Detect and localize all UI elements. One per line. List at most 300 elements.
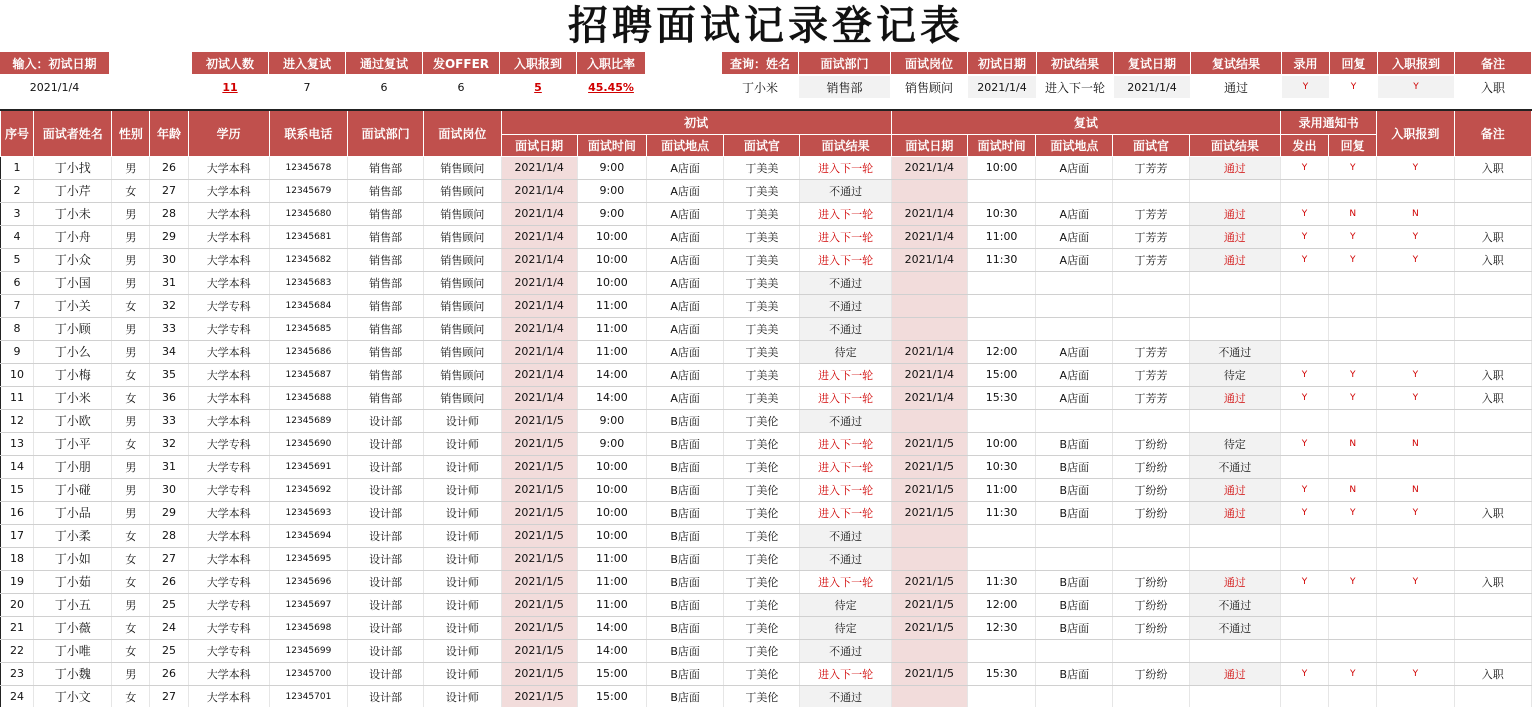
cell-first-location[interactable]: A店面 bbox=[646, 271, 723, 294]
cell-position[interactable]: 设计师 bbox=[424, 455, 501, 478]
cell-seq[interactable]: 14 bbox=[1, 455, 34, 478]
cell-gender[interactable]: 女 bbox=[112, 432, 150, 455]
cell-sent[interactable]: Y bbox=[1280, 202, 1328, 225]
cell-gender[interactable]: 男 bbox=[112, 409, 150, 432]
cell-onboard[interactable] bbox=[1377, 593, 1454, 616]
cell-phone[interactable]: 12345701 bbox=[269, 685, 347, 707]
cell-gender[interactable]: 女 bbox=[112, 547, 150, 570]
cell-name[interactable]: 丁小舟 bbox=[34, 225, 112, 248]
cell-age[interactable]: 24 bbox=[150, 616, 188, 639]
cell-seq[interactable]: 7 bbox=[1, 294, 34, 317]
cell-phone[interactable]: 12345679 bbox=[269, 179, 347, 202]
cell-first-result[interactable]: 不通过 bbox=[800, 524, 891, 547]
cell-second-interviewer[interactable]: 丁纷纷 bbox=[1113, 455, 1189, 478]
cell-second-interviewer[interactable]: 丁芳芳 bbox=[1113, 363, 1189, 386]
cell-first-interviewer[interactable]: 丁美伦 bbox=[724, 685, 800, 707]
cell-first-date[interactable]: 2021/1/5 bbox=[501, 524, 577, 547]
cell-first-date[interactable]: 2021/1/5 bbox=[501, 478, 577, 501]
cell-onboard[interactable] bbox=[1377, 409, 1454, 432]
cell-first-location[interactable]: A店面 bbox=[646, 202, 723, 225]
cell-first-interviewer[interactable]: 丁美美 bbox=[724, 271, 800, 294]
cell-note[interactable] bbox=[1454, 202, 1532, 225]
cell-dept[interactable]: 设计部 bbox=[348, 616, 424, 639]
cell-dept[interactable]: 销售部 bbox=[348, 225, 424, 248]
cell-age[interactable]: 27 bbox=[150, 685, 188, 707]
cell-first-interviewer[interactable]: 丁美伦 bbox=[724, 501, 800, 524]
cell-note[interactable]: 入职 bbox=[1454, 225, 1532, 248]
cell-second-time[interactable]: 10:30 bbox=[967, 455, 1035, 478]
cell-second-result[interactable]: 通过 bbox=[1189, 225, 1280, 248]
cell-position[interactable]: 销售顾问 bbox=[424, 202, 501, 225]
cell-sent[interactable] bbox=[1280, 547, 1328, 570]
cell-gender[interactable]: 女 bbox=[112, 294, 150, 317]
cell-sent[interactable]: Y bbox=[1280, 478, 1328, 501]
cell-seq[interactable]: 6 bbox=[1, 271, 34, 294]
cell-seq[interactable]: 20 bbox=[1, 593, 34, 616]
cell-seq[interactable]: 10 bbox=[1, 363, 34, 386]
cell-note[interactable]: 入职 bbox=[1454, 156, 1532, 179]
cell-first-date[interactable]: 2021/1/5 bbox=[501, 501, 577, 524]
cell-note[interactable] bbox=[1454, 639, 1532, 662]
cell-education[interactable]: 大学专科 bbox=[188, 570, 269, 593]
cell-seq[interactable]: 22 bbox=[1, 639, 34, 662]
cell-second-interviewer[interactable]: 丁芳芳 bbox=[1113, 248, 1189, 271]
table-row[interactable] bbox=[1, 524, 1532, 547]
cell-second-interviewer[interactable]: 丁纷纷 bbox=[1113, 478, 1189, 501]
cell-first-result[interactable]: 不通过 bbox=[800, 317, 891, 340]
cell-age[interactable]: 29 bbox=[150, 225, 188, 248]
cell-second-date[interactable]: 2021/1/4 bbox=[891, 156, 967, 179]
cell-first-time[interactable]: 9:00 bbox=[577, 179, 646, 202]
cell-phone[interactable]: 12345689 bbox=[269, 409, 347, 432]
cell-phone[interactable]: 12345690 bbox=[269, 432, 347, 455]
cell-position[interactable]: 销售顾问 bbox=[424, 225, 501, 248]
cell-first-result[interactable]: 进入下一轮 bbox=[800, 432, 891, 455]
cell-position[interactable]: 销售顾问 bbox=[424, 386, 501, 409]
cell-dept[interactable]: 销售部 bbox=[348, 202, 424, 225]
cell-first-result[interactable]: 进入下一轮 bbox=[800, 570, 891, 593]
table-row[interactable] bbox=[1, 501, 1532, 524]
cell-position[interactable]: 设计师 bbox=[424, 478, 501, 501]
cell-second-time[interactable]: 10:30 bbox=[967, 202, 1035, 225]
cell-phone[interactable]: 12345694 bbox=[269, 524, 347, 547]
cell-second-location[interactable]: A店面 bbox=[1036, 340, 1113, 363]
cell-sent[interactable]: Y bbox=[1280, 248, 1328, 271]
cell-first-time[interactable]: 14:00 bbox=[577, 363, 646, 386]
cell-education[interactable]: 大学本科 bbox=[188, 271, 269, 294]
cell-phone[interactable]: 12345699 bbox=[269, 639, 347, 662]
cell-first-location[interactable]: B店面 bbox=[646, 639, 723, 662]
cell-note[interactable] bbox=[1454, 340, 1532, 363]
cell-first-location[interactable]: B店面 bbox=[646, 524, 723, 547]
cell-age[interactable]: 31 bbox=[150, 455, 188, 478]
cell-first-date[interactable]: 2021/1/4 bbox=[501, 386, 577, 409]
cell-first-date[interactable]: 2021/1/4 bbox=[501, 271, 577, 294]
cell-second-location[interactable]: B店面 bbox=[1036, 616, 1113, 639]
cell-seq[interactable]: 21 bbox=[1, 616, 34, 639]
cell-sent[interactable] bbox=[1280, 685, 1328, 707]
cell-first-interviewer[interactable]: 丁美伦 bbox=[724, 455, 800, 478]
cell-dept[interactable]: 设计部 bbox=[348, 639, 424, 662]
cell-first-date[interactable]: 2021/1/4 bbox=[501, 156, 577, 179]
cell-seq[interactable]: 3 bbox=[1, 202, 34, 225]
cell-sent[interactable] bbox=[1280, 524, 1328, 547]
cell-second-location[interactable] bbox=[1036, 409, 1113, 432]
cell-phone[interactable]: 12345680 bbox=[269, 202, 347, 225]
cell-education[interactable]: 大学专科 bbox=[188, 639, 269, 662]
table-row[interactable] bbox=[1, 156, 1532, 179]
cell-note[interactable] bbox=[1454, 294, 1532, 317]
cell-name[interactable]: 丁小欧 bbox=[34, 409, 112, 432]
cell-note[interactable] bbox=[1454, 593, 1532, 616]
cell-seq[interactable]: 24 bbox=[1, 685, 34, 707]
cell-first-result[interactable]: 进入下一轮 bbox=[800, 156, 891, 179]
cell-dept[interactable]: 销售部 bbox=[348, 386, 424, 409]
cell-onboard[interactable] bbox=[1377, 179, 1454, 202]
cell-first-interviewer[interactable]: 丁美伦 bbox=[724, 616, 800, 639]
cell-education[interactable]: 大学专科 bbox=[188, 593, 269, 616]
cell-second-date[interactable] bbox=[891, 639, 967, 662]
cell-name[interactable]: 丁小碰 bbox=[34, 478, 112, 501]
cell-education[interactable]: 大学专科 bbox=[188, 317, 269, 340]
table-row[interactable] bbox=[1, 386, 1532, 409]
cell-first-time[interactable]: 9:00 bbox=[577, 202, 646, 225]
cell-dept[interactable]: 销售部 bbox=[348, 340, 424, 363]
cell-first-result[interactable]: 进入下一轮 bbox=[800, 455, 891, 478]
cell-first-location[interactable]: B店面 bbox=[646, 478, 723, 501]
cell-second-time[interactable]: 11:00 bbox=[967, 478, 1035, 501]
cell-dept[interactable]: 设计部 bbox=[348, 593, 424, 616]
cell-first-location[interactable]: B店面 bbox=[646, 662, 723, 685]
cell-onboard[interactable] bbox=[1377, 340, 1454, 363]
cell-onboard[interactable] bbox=[1377, 547, 1454, 570]
cell-onboard[interactable]: Y bbox=[1377, 386, 1454, 409]
cell-second-result[interactable] bbox=[1189, 547, 1280, 570]
cell-name[interactable]: 丁小众 bbox=[34, 248, 112, 271]
cell-sent[interactable] bbox=[1280, 616, 1328, 639]
cell-first-location[interactable]: B店面 bbox=[646, 616, 723, 639]
cell-first-date[interactable]: 2021/1/5 bbox=[501, 455, 577, 478]
cell-dept[interactable]: 设计部 bbox=[348, 455, 424, 478]
cell-name[interactable]: 丁小芹 bbox=[34, 179, 112, 202]
cell-position[interactable]: 设计师 bbox=[424, 593, 501, 616]
cell-first-interviewer[interactable]: 丁美美 bbox=[724, 179, 800, 202]
cell-second-date[interactable] bbox=[891, 271, 967, 294]
cell-second-result[interactable]: 通过 bbox=[1189, 202, 1280, 225]
cell-second-location[interactable]: B店面 bbox=[1036, 662, 1113, 685]
cell-first-location[interactable]: A店面 bbox=[646, 225, 723, 248]
cell-reply[interactable]: N bbox=[1329, 478, 1377, 501]
cell-reply[interactable]: Y bbox=[1329, 156, 1377, 179]
cell-first-time[interactable]: 11:00 bbox=[577, 317, 646, 340]
cell-second-time[interactable]: 15:30 bbox=[967, 662, 1035, 685]
cell-position[interactable]: 设计师 bbox=[424, 685, 501, 707]
cell-age[interactable]: 30 bbox=[150, 478, 188, 501]
cell-second-result[interactable] bbox=[1189, 685, 1280, 707]
cell-gender[interactable]: 男 bbox=[112, 271, 150, 294]
cell-phone[interactable]: 12345691 bbox=[269, 455, 347, 478]
cell-age[interactable]: 32 bbox=[150, 432, 188, 455]
cell-reply[interactable] bbox=[1329, 271, 1377, 294]
cell-first-interviewer[interactable]: 丁美美 bbox=[724, 156, 800, 179]
cell-education[interactable]: 大学本科 bbox=[188, 363, 269, 386]
cell-second-location[interactable]: B店面 bbox=[1036, 455, 1113, 478]
cell-first-result[interactable]: 待定 bbox=[800, 340, 891, 363]
cell-second-location[interactable]: A店面 bbox=[1036, 225, 1113, 248]
cell-seq[interactable]: 15 bbox=[1, 478, 34, 501]
cell-first-interviewer[interactable]: 丁美伦 bbox=[724, 662, 800, 685]
cell-onboard[interactable]: N bbox=[1377, 432, 1454, 455]
cell-first-result[interactable]: 进入下一轮 bbox=[800, 386, 891, 409]
cell-second-time[interactable]: 10:00 bbox=[967, 156, 1035, 179]
cell-gender[interactable]: 女 bbox=[112, 179, 150, 202]
cell-name[interactable]: 丁小关 bbox=[34, 294, 112, 317]
cell-second-interviewer[interactable] bbox=[1113, 294, 1189, 317]
cell-position[interactable]: 销售顾问 bbox=[424, 248, 501, 271]
cell-gender[interactable]: 男 bbox=[112, 225, 150, 248]
cell-first-interviewer[interactable]: 丁美伦 bbox=[724, 478, 800, 501]
cell-second-location[interactable]: B店面 bbox=[1036, 478, 1113, 501]
table-row[interactable] bbox=[1, 616, 1532, 639]
cell-second-time[interactable] bbox=[967, 271, 1035, 294]
cell-first-location[interactable]: A店面 bbox=[646, 179, 723, 202]
cell-education[interactable]: 大学专科 bbox=[188, 478, 269, 501]
cell-name[interactable]: 丁小文 bbox=[34, 685, 112, 707]
cell-first-result[interactable]: 不通过 bbox=[800, 547, 891, 570]
cell-second-location[interactable]: A店面 bbox=[1036, 248, 1113, 271]
cell-phone[interactable]: 12345687 bbox=[269, 363, 347, 386]
cell-education[interactable]: 大学本科 bbox=[188, 156, 269, 179]
cell-second-time[interactable]: 11:00 bbox=[967, 225, 1035, 248]
cell-seq[interactable]: 11 bbox=[1, 386, 34, 409]
cell-second-location[interactable] bbox=[1036, 547, 1113, 570]
cell-second-interviewer[interactable]: 丁芳芳 bbox=[1113, 340, 1189, 363]
cell-second-result[interactable]: 通过 bbox=[1189, 156, 1280, 179]
cell-second-date[interactable] bbox=[891, 179, 967, 202]
cell-first-date[interactable]: 2021/1/4 bbox=[501, 363, 577, 386]
cell-reply[interactable] bbox=[1329, 593, 1377, 616]
cell-gender[interactable]: 女 bbox=[112, 616, 150, 639]
cell-sent[interactable] bbox=[1280, 593, 1328, 616]
cell-second-result[interactable]: 通过 bbox=[1189, 501, 1280, 524]
cell-phone[interactable]: 12345683 bbox=[269, 271, 347, 294]
cell-first-time[interactable]: 14:00 bbox=[577, 386, 646, 409]
cell-education[interactable]: 大学本科 bbox=[188, 225, 269, 248]
cell-onboard[interactable]: Y bbox=[1377, 363, 1454, 386]
table-row[interactable] bbox=[1, 478, 1532, 501]
table-row[interactable] bbox=[1, 455, 1532, 478]
cell-first-interviewer[interactable]: 丁美美 bbox=[724, 386, 800, 409]
cell-first-location[interactable]: B店面 bbox=[646, 593, 723, 616]
cell-second-location[interactable] bbox=[1036, 524, 1113, 547]
cell-reply[interactable] bbox=[1329, 179, 1377, 202]
cell-seq[interactable]: 9 bbox=[1, 340, 34, 363]
cell-first-date[interactable]: 2021/1/4 bbox=[501, 225, 577, 248]
cell-position[interactable]: 设计师 bbox=[424, 501, 501, 524]
cell-first-date[interactable]: 2021/1/5 bbox=[501, 639, 577, 662]
cell-note[interactable] bbox=[1454, 524, 1532, 547]
cell-reply[interactable]: N bbox=[1329, 202, 1377, 225]
table-row[interactable] bbox=[1, 248, 1532, 271]
cell-second-interviewer[interactable] bbox=[1113, 524, 1189, 547]
cell-onboard[interactable]: Y bbox=[1377, 248, 1454, 271]
cell-age[interactable]: 28 bbox=[150, 524, 188, 547]
cell-second-date[interactable] bbox=[891, 685, 967, 707]
cell-education[interactable]: 大学本科 bbox=[188, 248, 269, 271]
cell-first-location[interactable]: A店面 bbox=[646, 294, 723, 317]
cell-first-time[interactable]: 10:00 bbox=[577, 478, 646, 501]
cell-first-time[interactable]: 11:00 bbox=[577, 294, 646, 317]
cell-first-time[interactable]: 9:00 bbox=[577, 432, 646, 455]
cell-age[interactable]: 27 bbox=[150, 547, 188, 570]
cell-first-location[interactable]: B店面 bbox=[646, 570, 723, 593]
cell-first-interviewer[interactable]: 丁美美 bbox=[724, 294, 800, 317]
table-row[interactable] bbox=[1, 432, 1532, 455]
cell-seq[interactable]: 13 bbox=[1, 432, 34, 455]
cell-seq[interactable]: 1 bbox=[1, 156, 34, 179]
cell-second-location[interactable] bbox=[1036, 317, 1113, 340]
cell-second-result[interactable]: 不通过 bbox=[1189, 340, 1280, 363]
table-row[interactable] bbox=[1, 179, 1532, 202]
cell-onboard[interactable] bbox=[1377, 271, 1454, 294]
cell-note[interactable]: 入职 bbox=[1454, 570, 1532, 593]
cell-age[interactable]: 33 bbox=[150, 409, 188, 432]
cell-second-result[interactable]: 不通过 bbox=[1189, 593, 1280, 616]
cell-second-date[interactable]: 2021/1/5 bbox=[891, 455, 967, 478]
cell-first-interviewer[interactable]: 丁美伦 bbox=[724, 547, 800, 570]
cell-gender[interactable]: 女 bbox=[112, 524, 150, 547]
cell-age[interactable]: 30 bbox=[150, 248, 188, 271]
table-row[interactable] bbox=[1, 639, 1532, 662]
cell-second-time[interactable] bbox=[967, 547, 1035, 570]
table-row[interactable] bbox=[1, 685, 1532, 707]
cell-position[interactable]: 销售顾问 bbox=[424, 179, 501, 202]
cell-age[interactable]: 31 bbox=[150, 271, 188, 294]
cell-second-interviewer[interactable] bbox=[1113, 685, 1189, 707]
cell-position[interactable]: 销售顾问 bbox=[424, 271, 501, 294]
cell-education[interactable]: 大学本科 bbox=[188, 386, 269, 409]
cell-reply[interactable]: Y bbox=[1329, 386, 1377, 409]
cell-second-result[interactable] bbox=[1189, 317, 1280, 340]
cell-second-interviewer[interactable]: 丁纷纷 bbox=[1113, 593, 1189, 616]
table-row[interactable] bbox=[1, 547, 1532, 570]
cell-first-location[interactable]: A店面 bbox=[646, 156, 723, 179]
cell-first-result[interactable]: 进入下一轮 bbox=[800, 202, 891, 225]
cell-first-interviewer[interactable]: 丁美美 bbox=[724, 202, 800, 225]
cell-onboard[interactable] bbox=[1377, 616, 1454, 639]
cell-gender[interactable]: 男 bbox=[112, 478, 150, 501]
cell-dept[interactable]: 设计部 bbox=[348, 547, 424, 570]
table-row[interactable] bbox=[1, 225, 1532, 248]
cell-seq[interactable]: 23 bbox=[1, 662, 34, 685]
cell-second-location[interactable] bbox=[1036, 639, 1113, 662]
cell-first-date[interactable]: 2021/1/5 bbox=[501, 547, 577, 570]
cell-reply[interactable] bbox=[1329, 317, 1377, 340]
cell-second-location[interactable]: B店面 bbox=[1036, 432, 1113, 455]
cell-first-time[interactable]: 15:00 bbox=[577, 662, 646, 685]
cell-first-time[interactable]: 10:00 bbox=[577, 524, 646, 547]
cell-first-interviewer[interactable]: 丁美伦 bbox=[724, 409, 800, 432]
cell-phone[interactable]: 12345688 bbox=[269, 386, 347, 409]
cell-reply[interactable] bbox=[1329, 616, 1377, 639]
cell-second-time[interactable]: 15:30 bbox=[967, 386, 1035, 409]
cell-second-result[interactable]: 待定 bbox=[1189, 363, 1280, 386]
cell-dept[interactable]: 设计部 bbox=[348, 409, 424, 432]
cell-reply[interactable] bbox=[1329, 455, 1377, 478]
cell-second-interviewer[interactable]: 丁纷纷 bbox=[1113, 432, 1189, 455]
cell-first-time[interactable]: 9:00 bbox=[577, 156, 646, 179]
cell-seq[interactable]: 5 bbox=[1, 248, 34, 271]
cell-second-date[interactable]: 2021/1/5 bbox=[891, 616, 967, 639]
cell-phone[interactable]: 12345696 bbox=[269, 570, 347, 593]
cell-second-location[interactable]: B店面 bbox=[1036, 570, 1113, 593]
cell-education[interactable]: 大学本科 bbox=[188, 179, 269, 202]
cell-name[interactable]: 丁小魏 bbox=[34, 662, 112, 685]
cell-first-time[interactable]: 14:00 bbox=[577, 616, 646, 639]
cell-first-interviewer[interactable]: 丁美美 bbox=[724, 248, 800, 271]
cell-second-date[interactable] bbox=[891, 294, 967, 317]
table-row[interactable] bbox=[1, 317, 1532, 340]
cell-second-date[interactable]: 2021/1/4 bbox=[891, 202, 967, 225]
cell-second-interviewer[interactable]: 丁纷纷 bbox=[1113, 662, 1189, 685]
cell-education[interactable]: 大学本科 bbox=[188, 685, 269, 707]
table-row[interactable] bbox=[1, 570, 1532, 593]
cell-note[interactable]: 入职 bbox=[1454, 662, 1532, 685]
cell-second-interviewer[interactable]: 丁纷纷 bbox=[1113, 501, 1189, 524]
cell-second-result[interactable]: 待定 bbox=[1189, 432, 1280, 455]
cell-first-location[interactable]: A店面 bbox=[646, 363, 723, 386]
cell-note[interactable]: 入职 bbox=[1454, 363, 1532, 386]
cell-second-time[interactable] bbox=[967, 179, 1035, 202]
cell-age[interactable]: 26 bbox=[150, 662, 188, 685]
cell-sent[interactable]: Y bbox=[1280, 432, 1328, 455]
cell-second-interviewer[interactable] bbox=[1113, 271, 1189, 294]
cell-second-result[interactable]: 通过 bbox=[1189, 570, 1280, 593]
table-row[interactable] bbox=[1, 363, 1532, 386]
cell-first-interviewer[interactable]: 丁美美 bbox=[724, 363, 800, 386]
cell-name[interactable]: 丁小找 bbox=[34, 156, 112, 179]
cell-onboard[interactable] bbox=[1377, 294, 1454, 317]
cell-seq[interactable]: 2 bbox=[1, 179, 34, 202]
cell-onboard[interactable] bbox=[1377, 524, 1454, 547]
cell-education[interactable]: 大学本科 bbox=[188, 202, 269, 225]
cell-first-result[interactable]: 进入下一轮 bbox=[800, 662, 891, 685]
cell-second-date[interactable] bbox=[891, 317, 967, 340]
cell-note[interactable] bbox=[1454, 432, 1532, 455]
cell-second-result[interactable] bbox=[1189, 524, 1280, 547]
cell-name[interactable]: 丁小品 bbox=[34, 501, 112, 524]
cell-education[interactable]: 大学本科 bbox=[188, 547, 269, 570]
cell-first-location[interactable]: B店面 bbox=[646, 409, 723, 432]
cell-second-time[interactable]: 11:30 bbox=[967, 570, 1035, 593]
cell-gender[interactable]: 男 bbox=[112, 593, 150, 616]
cell-note[interactable]: 入职 bbox=[1454, 501, 1532, 524]
cell-name[interactable]: 丁小顾 bbox=[34, 317, 112, 340]
cell-age[interactable]: 28 bbox=[150, 202, 188, 225]
cell-first-location[interactable]: A店面 bbox=[646, 386, 723, 409]
cell-first-date[interactable]: 2021/1/5 bbox=[501, 432, 577, 455]
cell-reply[interactable] bbox=[1329, 547, 1377, 570]
cell-first-result[interactable]: 不通过 bbox=[800, 179, 891, 202]
cell-second-location[interactable] bbox=[1036, 271, 1113, 294]
cell-first-result[interactable]: 不通过 bbox=[800, 639, 891, 662]
cell-first-result[interactable]: 待定 bbox=[800, 593, 891, 616]
cell-dept[interactable]: 销售部 bbox=[348, 248, 424, 271]
cell-name[interactable]: 丁小朋 bbox=[34, 455, 112, 478]
cell-education[interactable]: 大学专科 bbox=[188, 294, 269, 317]
cell-phone[interactable]: 12345695 bbox=[269, 547, 347, 570]
cell-first-date[interactable]: 2021/1/4 bbox=[501, 317, 577, 340]
